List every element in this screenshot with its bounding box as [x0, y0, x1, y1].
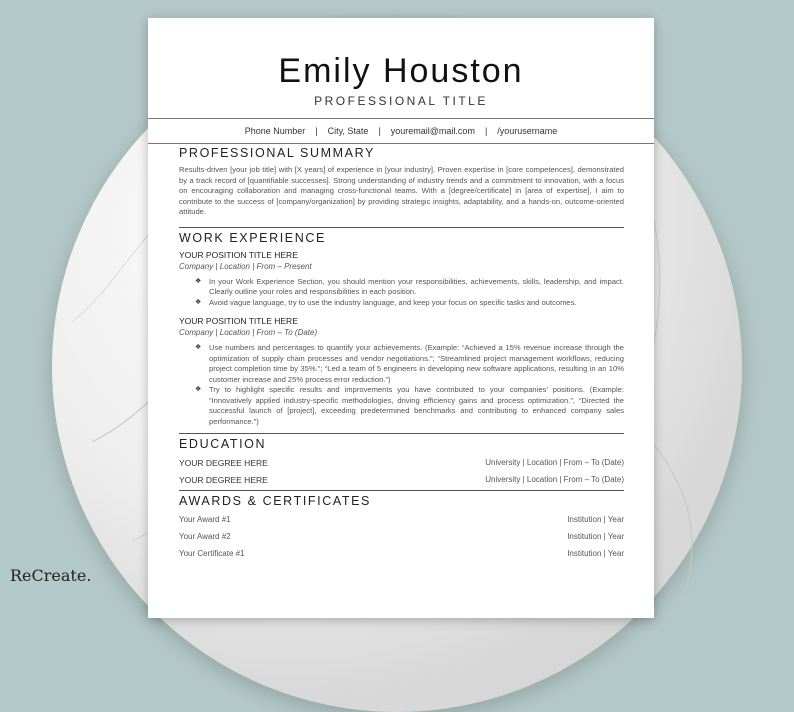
education-heading: EDUCATION: [179, 437, 267, 451]
contact-separator: |: [315, 126, 318, 136]
experience-heading: WORK EXPERIENCE: [179, 230, 326, 245]
award-name: Your Award #2: [179, 532, 231, 541]
brand-logo-text: ReCreate.: [10, 566, 92, 585]
section-divider: [179, 490, 624, 491]
education-row: [179, 454, 624, 471]
award-details: Institution | Year: [567, 532, 624, 541]
award-details: Institution | Year: [567, 515, 624, 524]
job-bullets: [179, 343, 624, 427]
education-details: University | Location | From – To (Date): [485, 475, 624, 484]
resume-professional-title: PROFESSIONAL TITLE: [314, 94, 488, 108]
job-bullet-text: In your Work Experience Section, you should mention your responsibilities, achievements, skills, leadership, and impact. Clearly outline your roles and responsibilities in each position.: [209, 276, 624, 296]
education-row: [179, 471, 624, 488]
job-bullet-text: Try to highlight specific results and improvements you have contributed to your companies’ positions. (Example: “Innovatively applied industry-specific methodologies, driving efficiency gains and process optimization.”, “Directed the successful launch of [project], exceeding predetermined benchmarks and contributing to enhanced company sales performance.”): [209, 385, 624, 426]
section-divider: [179, 227, 624, 228]
award-row: [179, 528, 624, 545]
section-divider: [179, 433, 624, 434]
education-degree: YOUR DEGREE HERE: [179, 474, 268, 485]
awards-section: [179, 490, 624, 562]
job-bullet: [195, 277, 624, 298]
job-title: YOUR POSITION TITLE HERE: [179, 316, 298, 326]
contact-separator: |: [484, 126, 488, 136]
job-bullet: [195, 385, 624, 427]
job-company-line: Company | Location | From – Present: [179, 261, 312, 271]
award-name: Your Certificate #1: [179, 549, 245, 558]
job-bullets: [179, 277, 624, 309]
education-section: [179, 433, 624, 488]
job-entry: [179, 250, 624, 309]
contact-location: City, State: [327, 126, 369, 136]
award-details: Institution | Year: [567, 549, 624, 558]
contact-username: /yourusername: [497, 126, 558, 136]
contact-phone: Phone Number: [244, 126, 306, 136]
job-title: YOUR POSITION TITLE HERE: [179, 249, 298, 260]
job-bullet-text: Use numbers and percentages to quantify your achievements. (Example: “Achieved a 15% revenue increase through the optimization of supply chain processes and vendor negotiations.”; “Streamlined project management workflows, reducing project completion time by 35%.”; “Led a team of 5 engineers in developing new software applications, resulting in an 10% customer increase and 25% process error reduction.”): [209, 343, 624, 384]
resume-name: Emily Houston: [278, 52, 524, 90]
job-bullet-text: Avoid vague language, try to use the industry language, and keep your focus on specific tasks and outcomes.: [209, 297, 577, 307]
resume-page: [148, 18, 654, 618]
summary-section: [179, 146, 624, 218]
job-company-line: Company | Location | From – To (Date): [179, 328, 318, 337]
job-entry: [179, 316, 624, 427]
experience-section: [179, 227, 624, 428]
contact-email: youremail@mail.com: [390, 126, 475, 136]
summary-heading: PROFESSIONAL SUMMARY: [179, 146, 375, 160]
award-name: Your Award #1: [179, 515, 231, 524]
bullet-marker-icon: ❖: [195, 298, 202, 306]
contact-bar: [148, 118, 654, 144]
contact-separator: |: [378, 126, 381, 136]
awards-heading: AWARDS & CERTIFICATES: [179, 494, 371, 508]
bullet-marker-icon: ❖: [195, 277, 202, 285]
bullet-marker-icon: ❖: [195, 386, 202, 393]
education-details: University | Location | From – To (Date): [485, 458, 624, 467]
job-bullet: [195, 298, 624, 309]
summary-text: Results-driven [your job title] with [X years] of experience in [your industry]. Proven expertise in [core competences], demonstrated by a track record of [quantifiable successes]. Strong understanding of industry trends and a commitment to innovation, with a focus on encouraging collaboration and managing cross-functional teams. With a [degree/certificate] in [area of expertise], I aim to contribute to the success of [company/organization] by providing strategic insights, adaptability, and a hands-on, outcome-oriented attitude.: [179, 165, 624, 216]
bullet-marker-icon: ❖: [195, 344, 202, 351]
resume-content: [179, 146, 624, 562]
award-row: [179, 511, 624, 528]
education-degree: YOUR DEGREE HERE: [179, 457, 268, 468]
award-row: [179, 545, 624, 562]
job-bullet: [195, 343, 624, 385]
